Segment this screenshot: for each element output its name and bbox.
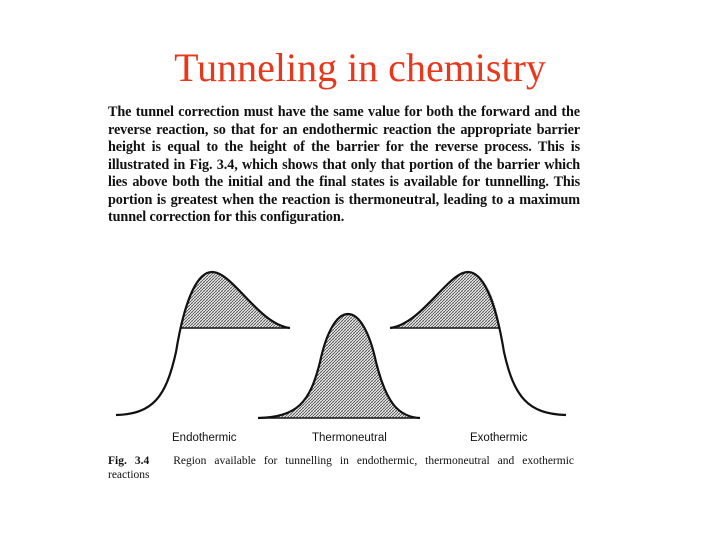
endothermic-barrier xyxy=(116,272,290,415)
barrier-diagram xyxy=(108,252,578,427)
thermoneutral-barrier xyxy=(258,314,420,418)
exothermic-barrier xyxy=(390,272,566,415)
figure-number: Fig. 3.4 xyxy=(108,455,150,467)
text-line: lies above both the initial and the final states is available for tunnelling. This xyxy=(108,174,580,190)
slide-title: Tunneling in chemistry xyxy=(174,45,546,90)
thermoneutral-label: Thermoneutral xyxy=(312,432,387,444)
endothermic-tunnel-region xyxy=(180,272,290,328)
paragraph xyxy=(108,104,580,227)
caption-line xyxy=(108,454,574,468)
exothermic-label: Exothermic xyxy=(470,432,528,444)
text-line: height is equal to the height of the barrier for the reverse process. This is xyxy=(108,139,580,155)
text-line: reverse reaction, so that for an endothermic reaction the appropriate barrier xyxy=(108,121,580,138)
thermoneutral-tunnel-region xyxy=(258,314,420,418)
scanned-text-block xyxy=(108,104,580,227)
text-line: illustrated in Fig. 3.4, which shows that only that portion of the barrier which xyxy=(108,156,580,173)
text-line: The tunnel correction must have the same value for both the forward and the xyxy=(108,104,580,120)
figure-caption xyxy=(108,454,574,482)
text-line: tunnel correction for this configuration. xyxy=(108,209,345,225)
text-line: portion is greatest when the reaction is thermoneutral, leading to a maximum xyxy=(108,191,580,208)
exothermic-tunnel-region xyxy=(390,272,500,328)
endothermic-label: Endothermic xyxy=(172,432,237,444)
caption-text: Region available for tunnelling in endothermic, thermoneutral and exothermic xyxy=(173,455,574,467)
caption-line: reactions xyxy=(108,469,150,481)
